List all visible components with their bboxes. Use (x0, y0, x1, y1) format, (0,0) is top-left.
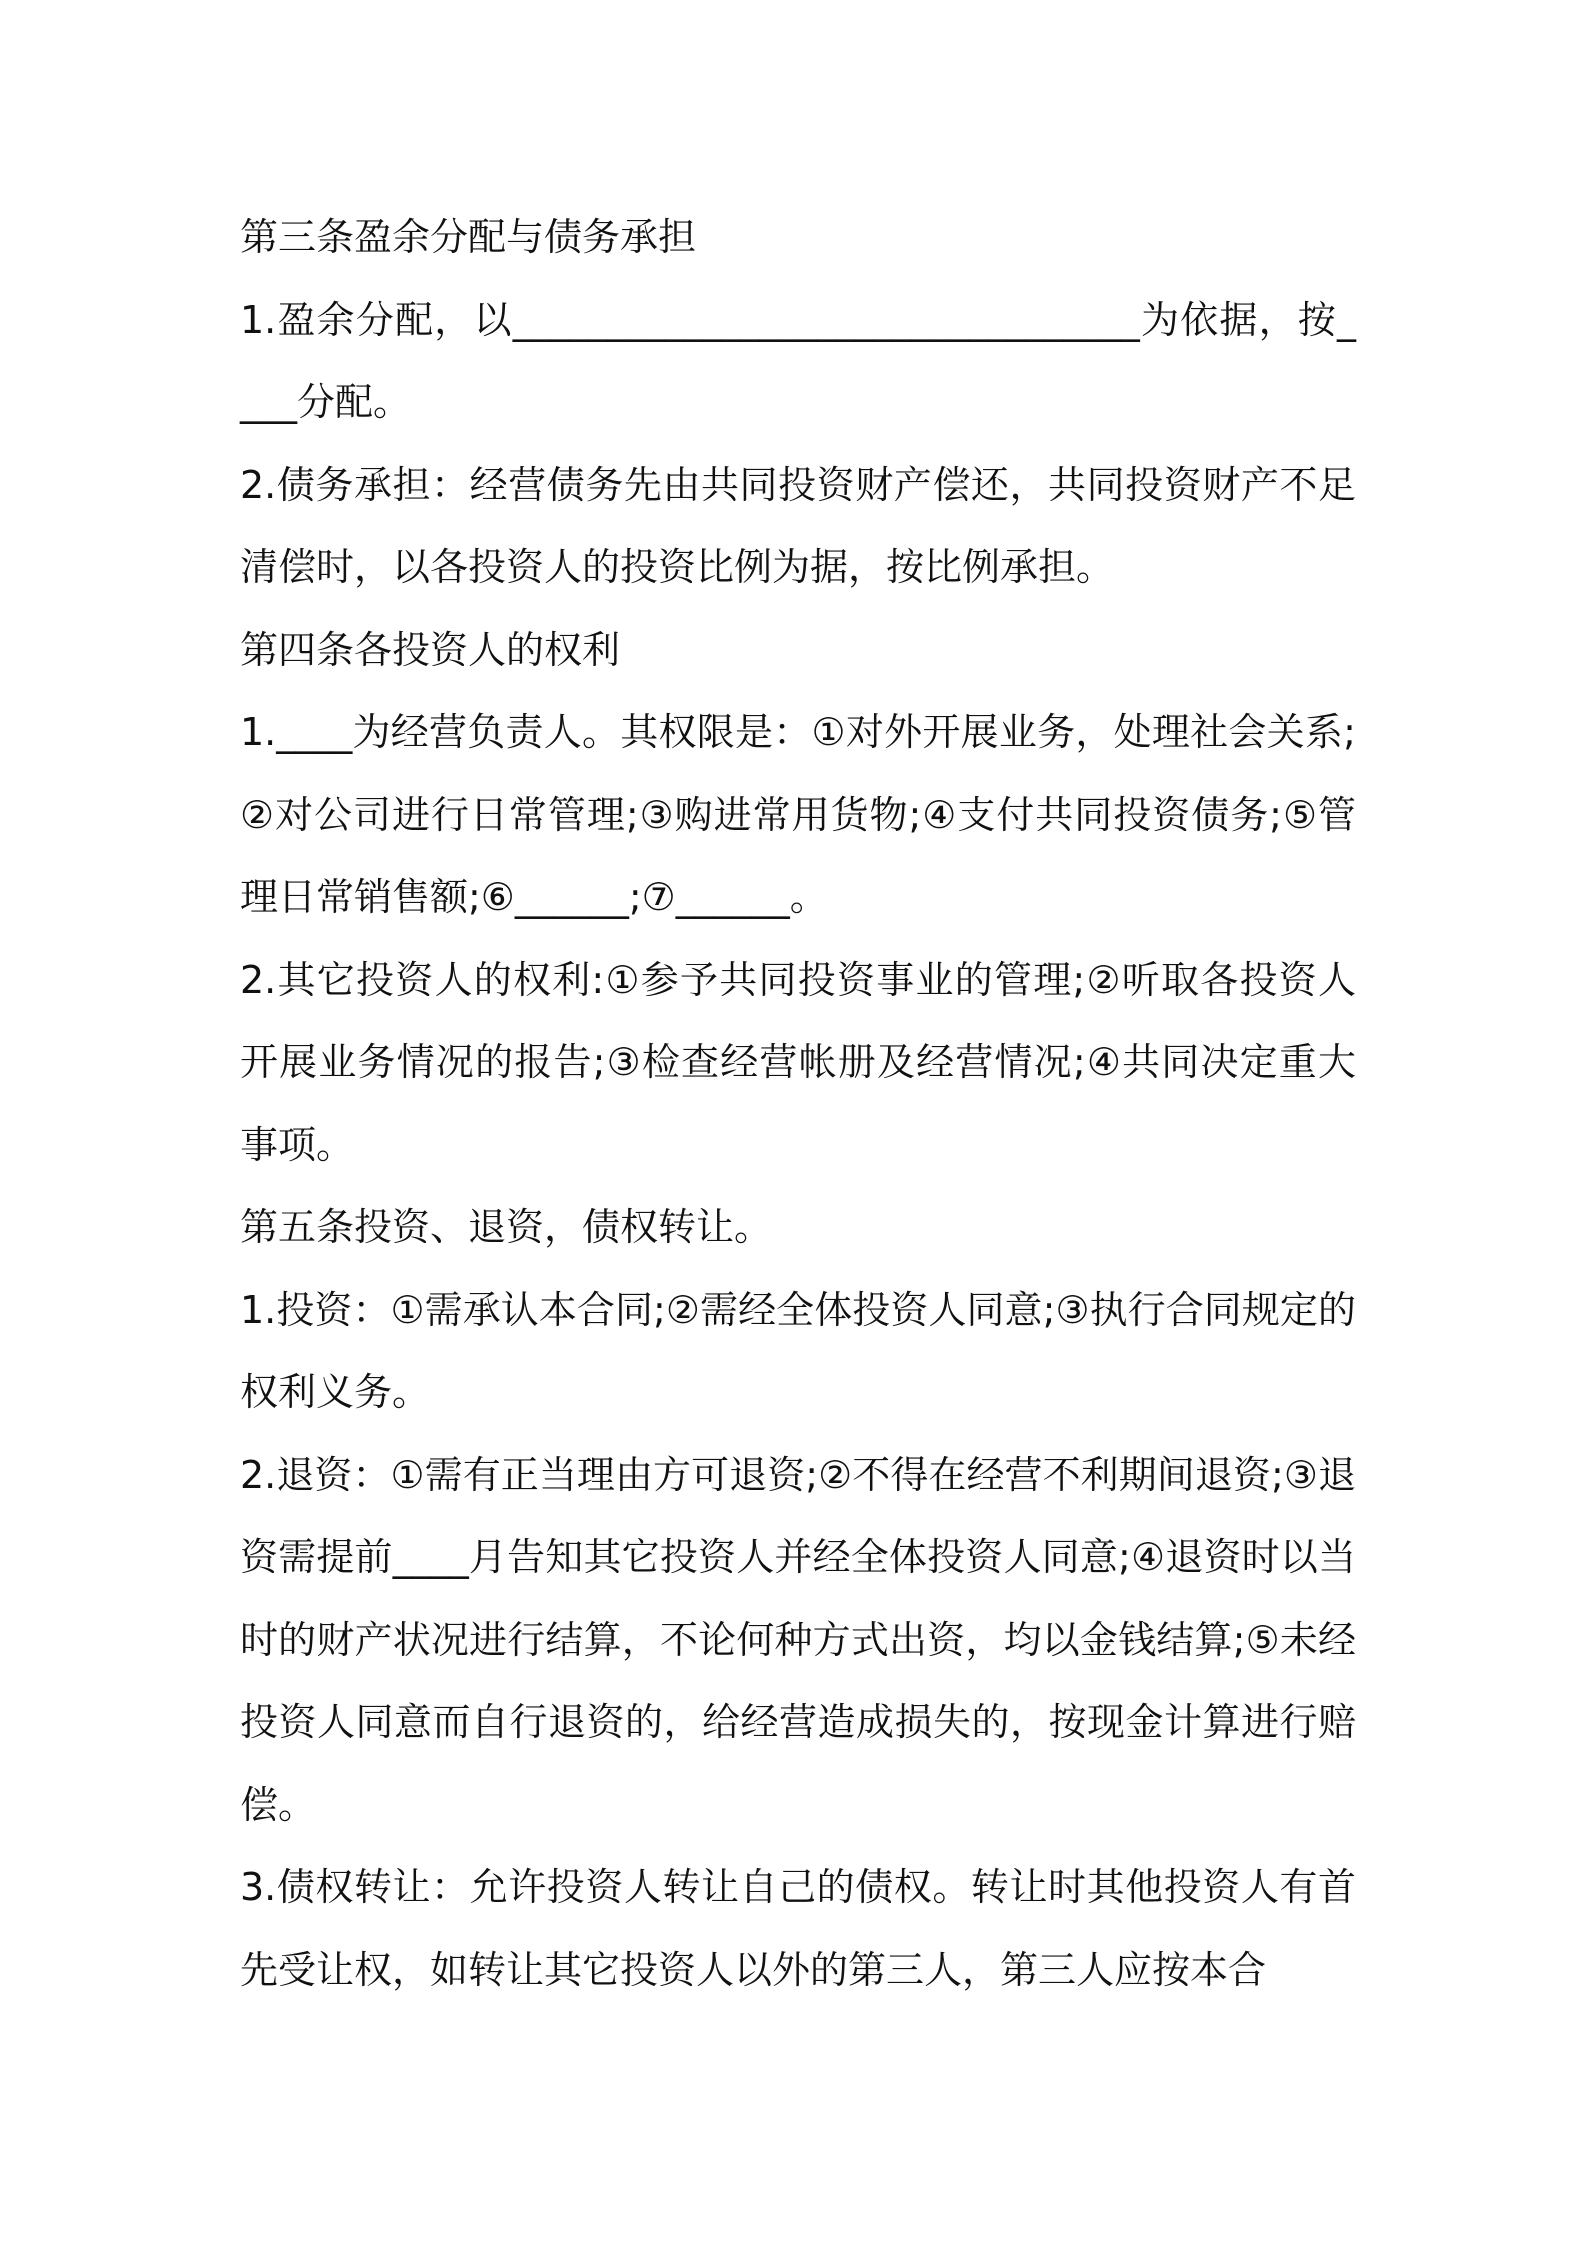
article-4-heading: 第四条各投资人的权利 (240, 627, 621, 672)
article-3-clause-2: 2.债务承担：经营债务先由共同投资财产偿还，共同投资财产不足清偿时，以各投资人的投资比例为据，按比例承担。 (240, 462, 1356, 589)
article-5-clause-3: 3.债权转让：允许投资人转让自己的债权。转让时其他投资人有首先受让权，如转让其它投资人以外的第三人，第三人应按本合 (240, 1865, 1356, 1992)
article-5-heading: 第五条投资、退资，债权转让。 (240, 1205, 773, 1249)
article-5-clause-1: 1.投资：①需承认本合同;②需经全体投资人同意;③执行合同规定的权利义务。 (240, 1287, 1356, 1414)
article-5-clause-2: 2.退资：①需有正当理由方可退资;②不得在经营不利期间退资;③退资需提前____月告知其它投资人并经全体投资人同意;④退资时以当时的财产状况进行结算，不论何种方式出资，均以金钱结算;⑤未经投资人同意而自行退资的，给经营造成损失的，按现金计算进行赔偿。 (240, 1452, 1356, 1827)
document-body (240, 196, 1356, 2011)
article-3-clause-1: 1.盈余分配，以_________________________________为依据，按____分配。 (240, 297, 1356, 424)
article-4-clause-1: 1.____为经营负责人。其权限是：①对外开展业务，处理社会关系;②对公司进行日常管理;③购进常用货物;④支付共同投资债务;⑤管理日常销售额;⑥______;⑦______。 (240, 710, 1356, 919)
article-4-clause-2: 2.其它投资人的权利:①参予共同投资事业的管理;②听取各投资人开展业务情况的报告;③检查经营帐册及经营情况;④共同决定重大事项。 (240, 957, 1356, 1167)
article-3-heading: 第三条盈余分配与债务承担 (240, 215, 697, 259)
